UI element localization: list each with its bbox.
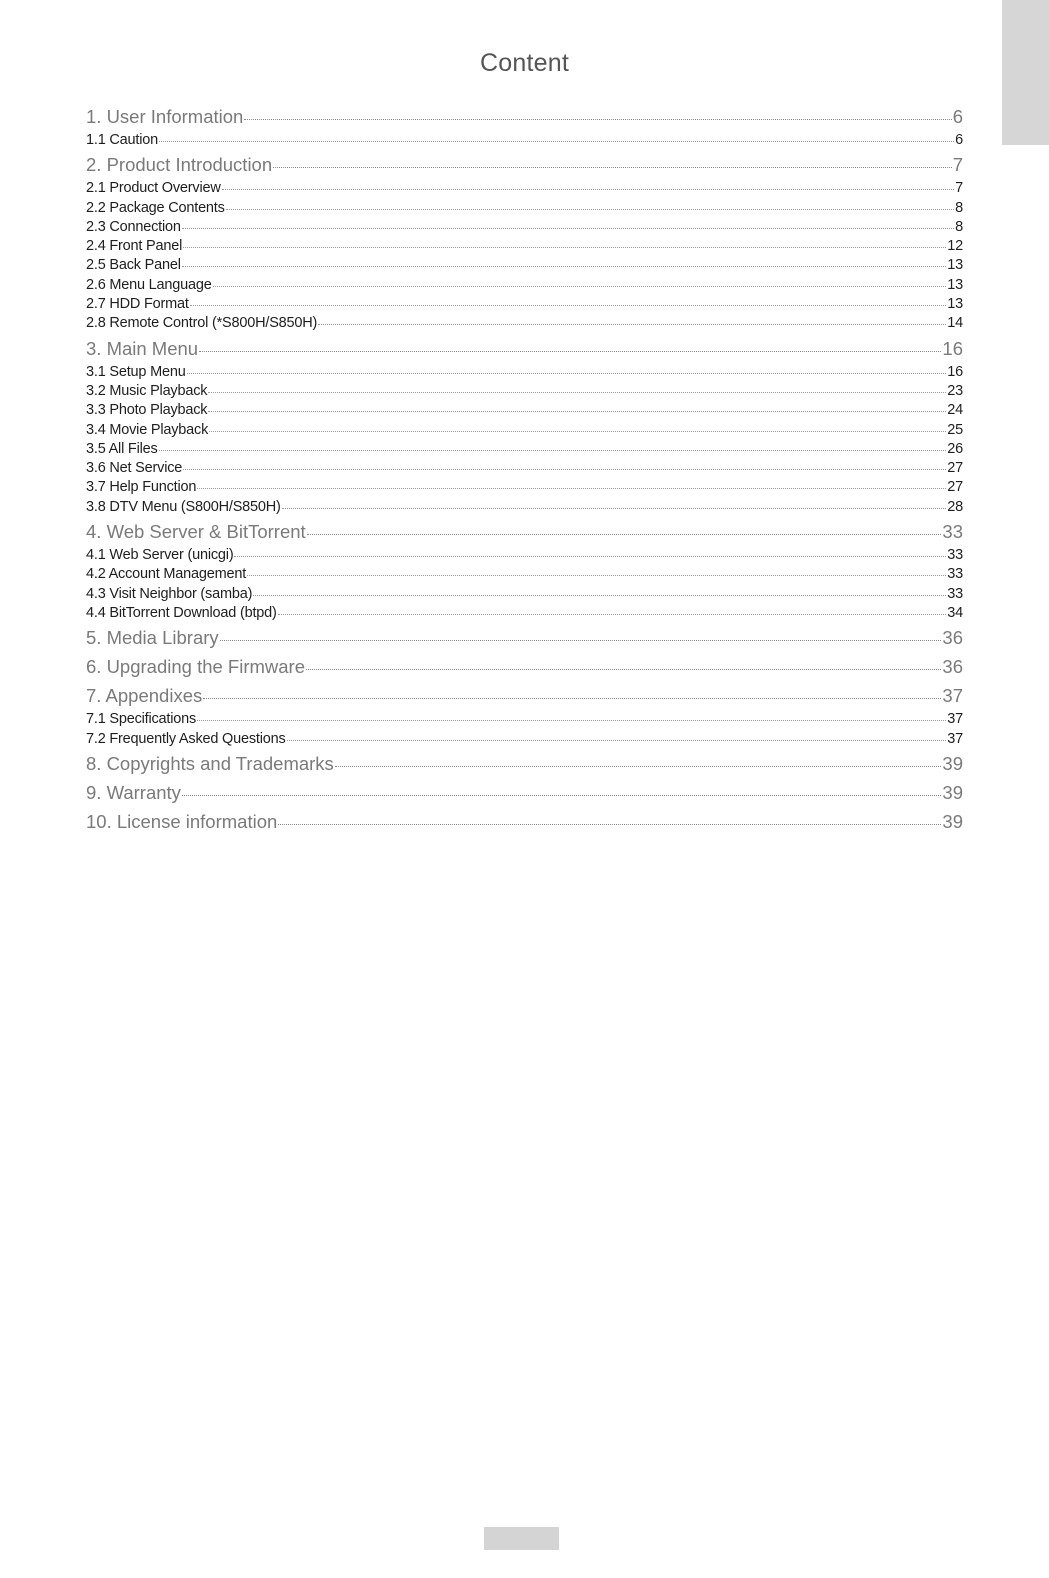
dot-leader bbox=[208, 392, 946, 393]
toc-entry-page-number: 8 bbox=[955, 199, 963, 216]
toc-section-entry bbox=[86, 750, 963, 778]
dot-leader bbox=[220, 640, 942, 641]
dot-leader bbox=[226, 209, 954, 210]
toc-entry-page-number: 33 bbox=[942, 521, 963, 543]
toc-entry-page-number: 14 bbox=[947, 315, 963, 332]
dot-leader bbox=[203, 698, 941, 699]
toc-section-entry bbox=[86, 335, 963, 363]
toc-subsection-entry bbox=[86, 710, 963, 729]
toc-section-entry bbox=[86, 808, 963, 836]
toc-entry-label: 4. Web Server & BitTorrent bbox=[86, 521, 306, 543]
toc-subsection-entry bbox=[86, 730, 963, 749]
toc-subsection-entry bbox=[86, 565, 963, 584]
toc-subsection-entry bbox=[86, 421, 963, 440]
toc-subsection-entry bbox=[86, 498, 963, 517]
toc-section-entry bbox=[86, 103, 963, 131]
toc-subsection-entry bbox=[86, 179, 963, 198]
toc-entry-label: 3.2 Music Playback bbox=[86, 382, 208, 399]
toc-entry-page-number: 37 bbox=[942, 685, 963, 707]
toc-entry-label: 3.6 Net Service bbox=[86, 460, 183, 477]
toc-section-entry bbox=[86, 682, 963, 710]
dot-leader bbox=[287, 740, 947, 741]
dot-leader bbox=[199, 351, 941, 352]
dot-leader bbox=[278, 824, 941, 825]
dot-leader bbox=[273, 167, 952, 168]
toc-section-entry bbox=[86, 653, 963, 681]
toc-subsection-entry bbox=[86, 276, 963, 295]
toc-entry-label: 7.2 Frequently Asked Questions bbox=[86, 730, 286, 747]
toc-section-entry bbox=[86, 779, 963, 807]
toc-entry-label: 2.8 Remote Control (*S800H/S850H) bbox=[86, 315, 318, 332]
toc-entry-page-number: 7 bbox=[952, 154, 963, 176]
toc-entry-page-number: 33 bbox=[947, 566, 963, 583]
toc-entry-label: 4.2 Account Management bbox=[86, 566, 247, 583]
toc-entry-label: 1.1 Caution bbox=[86, 132, 158, 148]
toc-subsection-entry bbox=[86, 131, 963, 150]
toc-subsection-entry bbox=[86, 256, 963, 275]
toc-entry-page-number: 36 bbox=[942, 627, 963, 649]
toc-entry-page-number: 37 bbox=[947, 711, 963, 728]
toc-subsection-entry bbox=[86, 478, 963, 497]
toc-entry-page-number: 13 bbox=[947, 296, 963, 313]
toc-subsection-entry bbox=[86, 382, 963, 401]
toc-section-entry bbox=[86, 151, 963, 179]
toc-subsection-entry bbox=[86, 401, 963, 420]
toc-subsection-entry bbox=[86, 314, 963, 333]
toc-subsection-entry bbox=[86, 585, 963, 604]
toc-entry-page-number: 25 bbox=[947, 421, 963, 438]
toc-entry-label: 8. Copyrights and Trademarks bbox=[86, 752, 334, 774]
toc-subsection-entry bbox=[86, 546, 963, 565]
toc-subsection-entry bbox=[86, 218, 963, 237]
dot-leader bbox=[182, 795, 942, 796]
toc-entry-page-number: 6 bbox=[955, 132, 963, 148]
toc-entry-page-number: 33 bbox=[947, 547, 963, 564]
toc-entry-label: 7.1 Specifications bbox=[86, 711, 197, 728]
toc-entry-page-number: 24 bbox=[947, 402, 963, 419]
toc-entry-label: 2.7 HDD Format bbox=[86, 296, 189, 313]
dot-leader bbox=[190, 305, 947, 306]
toc-subsection-entry bbox=[86, 440, 963, 459]
toc-entry-page-number: 33 bbox=[947, 585, 963, 602]
dot-leader bbox=[197, 488, 946, 489]
dot-leader bbox=[335, 766, 942, 767]
toc-subsection-entry bbox=[86, 459, 963, 478]
dot-leader bbox=[234, 556, 946, 557]
toc-entry-page-number: 23 bbox=[947, 382, 963, 399]
dot-leader bbox=[197, 720, 946, 721]
toc-entry-page-number: 26 bbox=[947, 440, 963, 457]
toc-entry-page-number: 27 bbox=[947, 479, 963, 496]
toc-entry-label: 4.1 Web Server (unicgi) bbox=[86, 547, 234, 564]
dot-leader bbox=[159, 450, 947, 451]
toc-entry-page-number: 39 bbox=[942, 810, 963, 832]
dot-leader bbox=[278, 614, 947, 615]
toc-entry-label: 2.4 Front Panel bbox=[86, 238, 183, 255]
toc-entry-label: 3.3 Photo Playback bbox=[86, 402, 208, 419]
toc-entry-label: 3.5 All Files bbox=[86, 440, 158, 457]
toc-section-entry bbox=[86, 624, 963, 652]
dot-leader bbox=[253, 595, 946, 596]
toc-entry-page-number: 12 bbox=[947, 238, 963, 255]
toc-subsection-entry bbox=[86, 199, 963, 218]
dot-leader bbox=[222, 189, 955, 190]
toc-section-entry bbox=[86, 518, 963, 546]
dot-leader bbox=[318, 324, 946, 325]
toc-entry-label: 2.6 Menu Language bbox=[86, 276, 212, 293]
dot-leader bbox=[307, 534, 942, 535]
toc-entry-label: 4.4 BitTorrent Download (btpd) bbox=[86, 604, 277, 621]
toc-entry-label: 1. User Information bbox=[86, 106, 244, 127]
toc-entry-label: 4.3 Visit Neighbor (samba) bbox=[86, 585, 253, 602]
dot-leader bbox=[183, 469, 946, 470]
dot-leader bbox=[187, 373, 947, 374]
toc-entry-page-number: 8 bbox=[955, 218, 963, 235]
dot-leader bbox=[182, 266, 947, 267]
toc-entry-label: 2.1 Product Overview bbox=[86, 180, 221, 197]
toc-entry-page-number: 13 bbox=[947, 276, 963, 293]
toc-subsection-entry bbox=[86, 363, 963, 382]
dot-leader bbox=[306, 669, 941, 670]
dot-leader bbox=[183, 247, 946, 248]
toc-entry-page-number: 7 bbox=[955, 180, 963, 197]
toc-entry-label: 6. Upgrading the Firmware bbox=[86, 656, 306, 678]
dot-leader bbox=[247, 575, 946, 576]
dot-leader bbox=[182, 228, 954, 229]
toc-entry-label: 2. Product Introduction bbox=[86, 154, 273, 176]
dot-leader bbox=[208, 411, 946, 412]
toc-entry-page-number: 39 bbox=[942, 752, 963, 774]
toc-entry-page-number: 16 bbox=[947, 363, 963, 380]
toc-entry-page-number: 39 bbox=[942, 781, 963, 803]
toc-entry-label: 9. Warranty bbox=[86, 781, 181, 803]
toc-entry-label: 2.3 Connection bbox=[86, 218, 181, 235]
toc-entry-page-number: 37 bbox=[947, 730, 963, 747]
toc-entry-label: 3.7 Help Function bbox=[86, 479, 197, 496]
toc-entry-label: 3.1 Setup Menu bbox=[86, 363, 186, 380]
table-of-contents bbox=[86, 103, 963, 836]
toc-subsection-entry bbox=[86, 237, 963, 256]
toc-entry-page-number: 36 bbox=[942, 656, 963, 678]
dot-leader bbox=[282, 508, 947, 509]
toc-entry-label: 3. Main Menu bbox=[86, 337, 199, 359]
dot-leader bbox=[213, 286, 947, 287]
dot-leader bbox=[159, 141, 954, 142]
toc-entry-label: 2.2 Package Contents bbox=[86, 199, 225, 216]
toc-entry-page-number: 6 bbox=[952, 106, 963, 127]
toc-entry-page-number: 13 bbox=[947, 257, 963, 274]
toc-entry-label: 2.5 Back Panel bbox=[86, 257, 181, 274]
toc-entry-label: 3.4 Movie Playback bbox=[86, 421, 209, 438]
dot-leader bbox=[244, 119, 951, 120]
page-number-marker bbox=[484, 1527, 559, 1550]
toc-entry-page-number: 27 bbox=[947, 460, 963, 477]
toc-entry-page-number: 28 bbox=[947, 498, 963, 515]
dot-leader bbox=[209, 431, 946, 432]
toc-entry-label: 3.8 DTV Menu (S800H/S850H) bbox=[86, 498, 281, 515]
toc-entry-page-number: 34 bbox=[947, 604, 963, 621]
toc-subsection-entry bbox=[86, 604, 963, 623]
page-title: Content bbox=[480, 49, 569, 77]
toc-entry-label: 7. Appendixes bbox=[86, 685, 203, 707]
toc-entry-label: 5. Media Library bbox=[86, 627, 219, 649]
toc-subsection-entry bbox=[86, 295, 963, 314]
toc-entry-page-number: 16 bbox=[942, 337, 963, 359]
toc-entry-label: 10. License information bbox=[86, 810, 278, 832]
